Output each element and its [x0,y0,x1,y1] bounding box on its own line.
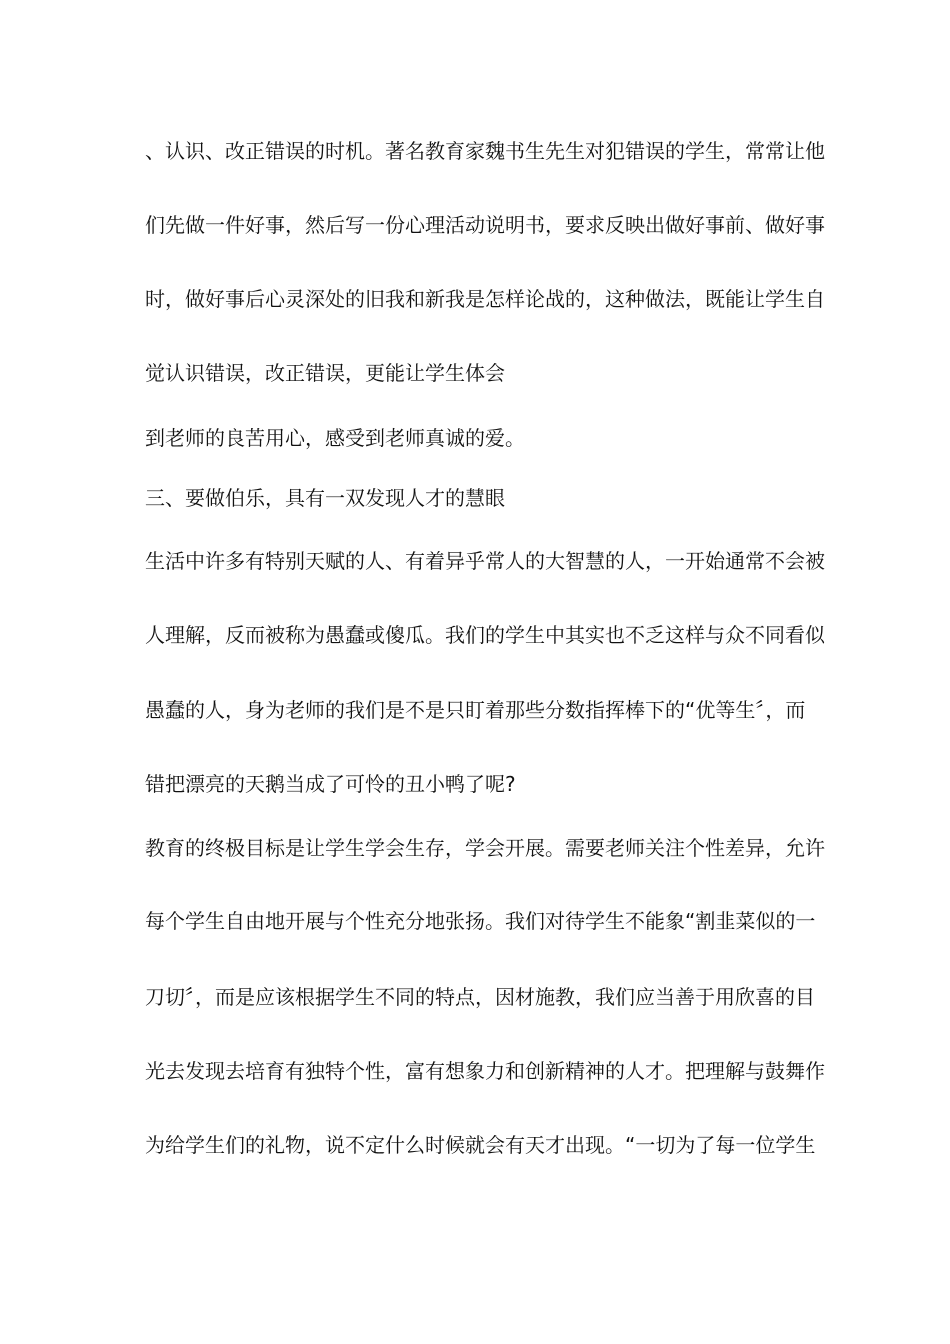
text-line: 刀切〞，而是应该根据学生不同的特点，因材施教，我们应当善于用欣喜的目 [145,985,815,1009]
text-line: 觉认识错误，改正错误，更能让学生体会 [145,361,505,385]
text-line: 愚蠢的人，身为老师的我们是不是只盯着那些分数指挥棒下的“优等生〞，而 [145,698,806,722]
text-line: 时，做好事后心灵深处的旧我和新我是怎样论战的，这种做法，既能让学生自 [145,287,825,311]
text-line: 、认识、改正错误的时机。著名教育家魏书生先生对犯错误的学生，常常让他 [145,139,825,163]
text-line: 错把漂亮的天鹅当成了可怜的丑小鸭了呢? [145,772,516,796]
text-line: 教育的终极目标是让学生学会生存，学会开展。需要老师关注个性差异，允许 [145,836,825,860]
text-line: 每个学生自由地开展与个性充分地张扬。我们对待学生不能象“割韭菜似的一 [145,909,816,933]
text-line: 人理解，反而被称为愚蠢或傻瓜。我们的学生中其实也不乏这样与众不同看似 [145,623,825,647]
text-line: 到老师的良苦用心，感受到老师真诚的爱。 [145,426,525,450]
text-line: 们先做一件好事，然后写一份心理活动说明书，要求反映出做好事前、做好事 [145,213,825,237]
text-line: 生活中许多有特别天赋的人、有着异乎常人的大智慧的人，一开始通常不会被 [145,549,825,573]
text-line: 为给学生们的礼物，说不定什么时候就会有天才出现。“一切为了每一位学生 [145,1133,816,1157]
text-line: 光去发现去培育有独特个性，富有想象力和创新精神的人才。把理解与鼓舞作 [145,1059,825,1083]
section-heading: 三、要做伯乐，具有一双发现人才的慧眼 [145,486,505,510]
